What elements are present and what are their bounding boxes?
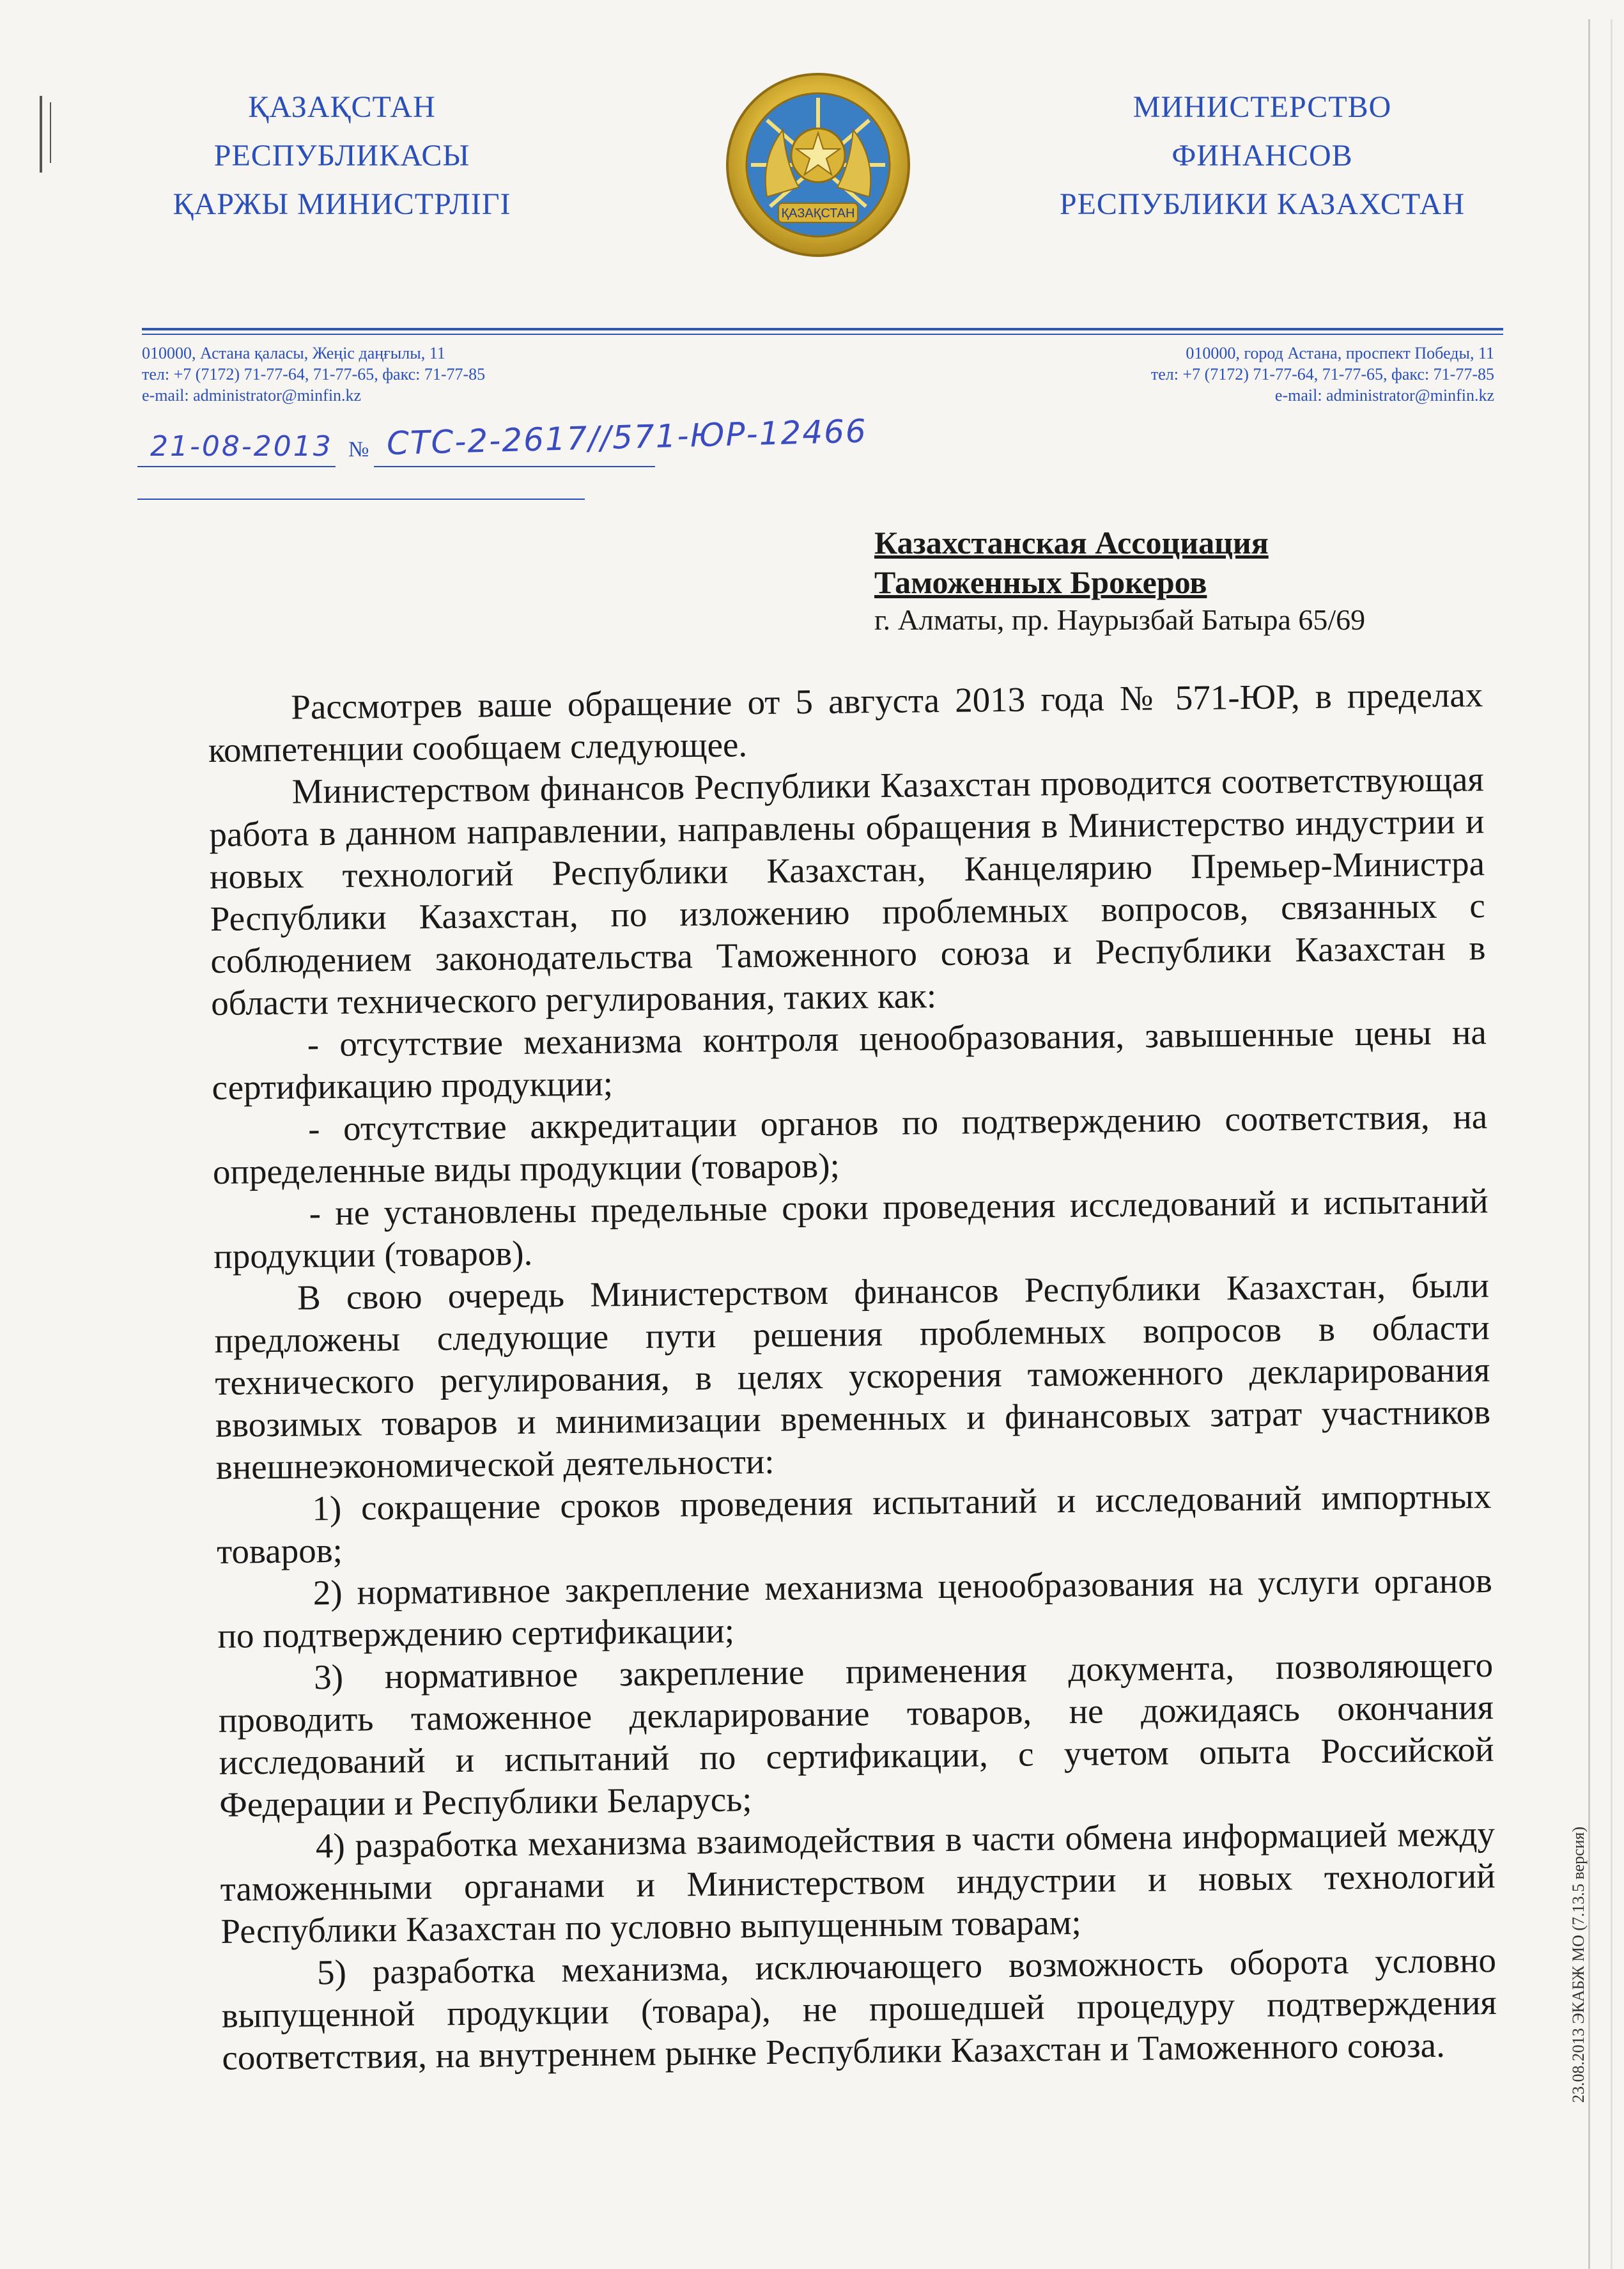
letter-body xyxy=(208,674,1497,2079)
address-email: e-mail: administrator@minfin.kz xyxy=(1274,386,1494,405)
address-kazakh xyxy=(142,343,717,406)
reference-line xyxy=(137,499,585,500)
address-line: 010000, город Астана, проспект Победы, 11 xyxy=(1186,344,1494,362)
paper-edge-line xyxy=(1611,19,1612,2269)
registration-number: СТС-2-2617//571-ЮР-12466 xyxy=(386,412,868,462)
header-line: РЕСПУБЛИКИ КАЗАХСТАН xyxy=(1059,187,1465,221)
list-item: - отсутствие аккредитации органов по подтверждению соответствия, на определенные виды продукции (товаров); xyxy=(212,1097,1488,1191)
body-paragraph: Рассмотрев ваше обращение от 5 августа 2013 года № 571-ЮР, в пределах компетенции сообщаем следующее. xyxy=(208,675,1483,770)
list-item: 1) сокращение сроков проведения испытаний и исследований импортных товаров; xyxy=(216,1476,1492,1571)
header-line: ҚАЗАҚСТАН xyxy=(248,90,436,124)
header-line: РЕСПУБЛИКАСЫ xyxy=(213,139,470,173)
list-item: 3) нормативное закрепление применения документа, позволяющего проводить таможенное декларирование товаров, не дожидаясь окончания исследований и испытаний по сертификации, с учетом опыта Российской Федерации и Республики Беларусь; xyxy=(218,1645,1494,1824)
address-line: 010000, Астана қаласы, Жеңіс даңғылы, 11 xyxy=(142,344,445,362)
number-underline xyxy=(374,466,655,467)
address-line: тел: +7 (7172) 71-77-64, 71-77-65, факс: 71-77-85 xyxy=(1150,365,1494,383)
margin-pen-mark xyxy=(40,96,42,173)
kazakhstan-state-emblem-icon xyxy=(722,69,914,261)
margin-pen-mark xyxy=(50,102,51,163)
list-item: - отсутствие механизма контроля ценообразования, завышенные цены на сертификацию продукции; xyxy=(212,1012,1487,1107)
side-system-stamp: 23.08.2013 ЭКАБЖ МО (7.13.5 версия) xyxy=(1569,1826,1588,2103)
recipient-name: Казахстанская Ассоциация xyxy=(874,525,1269,561)
list-item: 2) нормативное закрепление механизма ценообразования на услуги органов по подтверждению сертификации; xyxy=(217,1561,1493,1655)
header-divider xyxy=(142,328,1503,330)
list-item: - не установлены предельные сроки проведения исследований и испытаний продукции (товаров). xyxy=(213,1181,1489,1276)
address-email: e-mail: administrator@minfin.kz xyxy=(142,386,362,405)
recipient-address: г. Алматы, пр. Наурызбай Батыра 65/69 xyxy=(874,603,1366,636)
number-label: № xyxy=(348,438,369,461)
list-item: 5) разработка механизма, исключающего возможность оборота условно выпущенной продукции (товара), не прошедшей процедуру подтверждения соответствия, на внутреннем рынке Республики Казахстан и Таможенного союза. xyxy=(221,1940,1497,2077)
header-line: ФИНАНСОВ xyxy=(1172,139,1353,173)
body-paragraph: В свою очередь Министерством финансов Республики Казахстан, были предложены следующие пути решения проблемных вопросов в области технического регулирования, в целях ускорения таможенного декларирования ввозимых товаров и минимизации временных и финансовых затрат участников внешнеэкономической деятельности: xyxy=(214,1266,1491,1487)
header-kazakh-title xyxy=(93,83,591,229)
recipient-block xyxy=(874,523,1513,638)
header-divider-thin xyxy=(142,334,1503,335)
address-russian xyxy=(919,343,1494,406)
date-underline xyxy=(137,466,336,467)
registration-date: 21-08-2013 xyxy=(150,430,333,463)
paper-fold-line xyxy=(1588,19,1590,2269)
header-line: ҚАРЖЫ МИНИСТРЛІГІ xyxy=(173,187,511,221)
registration-row xyxy=(137,412,968,476)
list-item: 4) разработка механизма взаимодействия в части обмена информацией между таможенными органами и Министерством индустрии и новых технологий Республики Казахстан по условно выпущенным товарам; xyxy=(220,1814,1496,1951)
address-line: тел: +7 (7172) 71-77-64, 71-77-65, факс: 71-77-85 xyxy=(142,365,486,383)
emblem-text: ҚАЗАҚСТАН xyxy=(781,206,855,221)
header-line: МИНИСТЕРСТВО xyxy=(1133,90,1392,124)
body-paragraph: Министерством финансов Республики Казахстан проводится соответствующая работа в данном направлении, направлены обращения в Министерство индустрии и новых технологий Республики Казахстан, Канцелярию Премьер-Министра Республики Казахстан, по изложению проблемных вопросов, связанных с соблюдением законодательства Таможенного союза и Республики Казахстан в области технического регулирования, таких как: xyxy=(209,759,1486,1023)
recipient-name: Таможенных Брокеров xyxy=(874,564,1207,600)
header-russian-title xyxy=(1000,83,1524,229)
